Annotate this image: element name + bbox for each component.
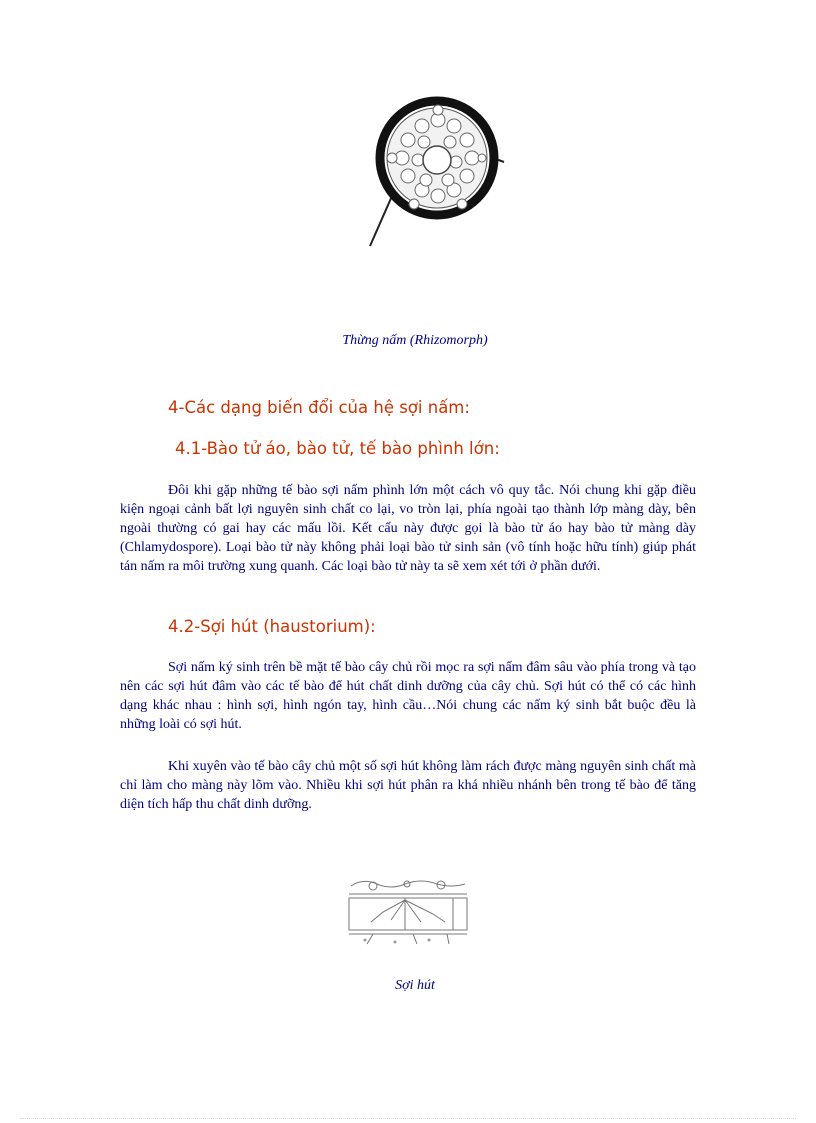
figure-caption-rhizomorph: Thừng nấm (Rhizomorph) <box>342 333 488 348</box>
section-heading: 4-Các dạng biến đổi của hệ sợi nấm: <box>168 398 470 417</box>
subsection-heading-haustorium: 4.2-Sợi hút (haustorium): <box>168 617 376 636</box>
page-footer-divider <box>20 1118 796 1119</box>
paragraph-haustorium-1: Sợi nấm ký sinh trên bề mặt tế bào cây chủ rồi mọc ra sợi nấm đâm sâu vào phía trong và tạo nên các sợi hút đâm vào các tế bào để hút chất dinh dưỡng của cây chủ. Sợi hút có thể có các hình dạng khác nhau : hình sợi, hình ngón tay, hình cầu…Nói chung các nấm ký sinh bắt buộc đều là những loài có sợi hút. <box>120 660 696 732</box>
subsection-heading-chlamydospore: 4.1-Bào tử áo, bào tử, tế bào phình lớn: <box>175 439 500 458</box>
figure-caption-haustorium: Sợi hút <box>395 978 435 993</box>
rhizomorph-illustration <box>352 96 512 256</box>
haustorium-illustration <box>343 876 473 948</box>
paragraph-haustorium-2: Khi xuyên vào tế bào cây chủ một số sợi hút không làm rách được màng nguyên sinh chất mà chỉ làm cho màng này lõm vào. Nhiều khi sợi hút phân ra khá nhiều nhánh bên trong tế bào để tăng diện tích hấp thu chất dinh dưỡng. <box>120 759 696 812</box>
paragraph-chlamydospore: Đôi khi gặp những tế bào sợi nấm phình lớn một cách vô quy tắc. Nói chung khi gặp điều kiện ngoại cảnh bất lợi nguyên sinh chất co lại, vo tròn lại, phía ngoài tạo thành lớp màng dày, bên ngoài thường có gai hay các mấu lồi. Kết cấu này được gọi là bào tử áo hay bào tử màng dày (Chlamydospore). Loại bào tử này không phải loại bào tử sinh sản (vô tính hoặc hữu tính) giúp phát tán nấm ra môi trường xung quanh. Các loại bào tử này ta sẽ xem xét tới ở phần dưới. <box>120 483 696 574</box>
